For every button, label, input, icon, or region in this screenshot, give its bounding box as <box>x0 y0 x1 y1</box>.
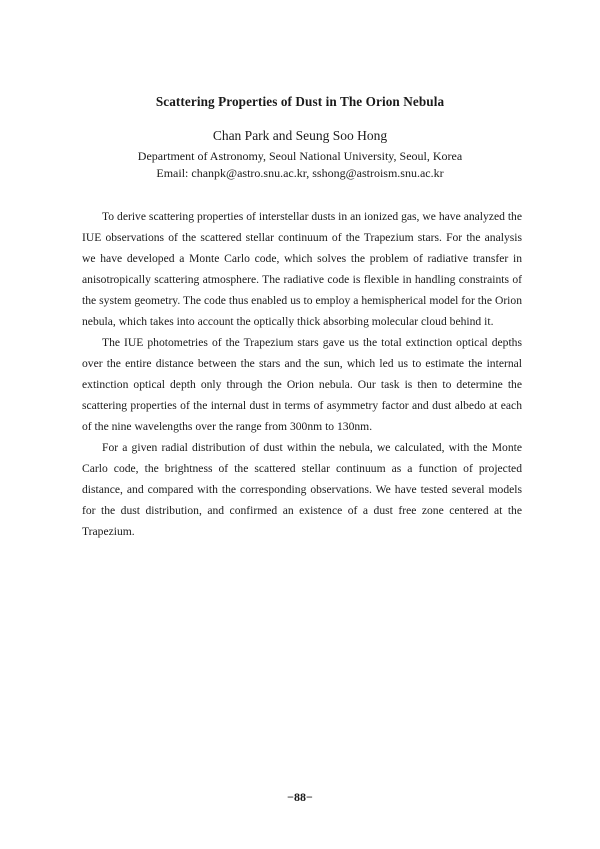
affiliation: Department of Astronomy, Seoul National University, Seoul, Korea <box>137 149 463 163</box>
paragraph-3: For a given radial distribution of dust within the nebula, we calculated, with the Monte Carlo code, the brightness of the scattered stellar continuum as a function of projected distance, and compared with the corresponding observations. We have tested several models for the dust distribution, and confirmed an existence of a dust free zone centered at the Trapezium. <box>82 441 522 538</box>
email-line: Email: chanpk@astro.snu.ac.kr, sshong@astroism.snu.ac.kr <box>156 166 444 180</box>
paper-title: Scattering Properties of Dust in The Orion Nebula <box>155 94 445 109</box>
paragraph-2: The IUE photometries of the Trapezium stars gave us the total extinction optical depths over the entire distance between the stars and the sun, which led us to estimate the internal extinction optical depth only through the Orion nebula. Our task is then to determine the scattering properties of the internal dust in terms of asymmetry factor and dust albedo at each of the nine wavelengths over the range from 300nm to 130nm. <box>82 336 522 433</box>
abstract-body <box>82 206 522 542</box>
paragraph-1: To derive scattering properties of interstellar dusts in an ionized gas, we have analyzed the IUE observations of the scattered stellar continuum of the Trapezium stars. For the analysis we have developed a Monte Carlo code, which solves the problem of radiative transfer in anisotropically scattering atmosphere. The radiative code is flexible in handling constraints of the system geometry. The code thus enabled us to employ a hemispherical model for the Orion nebula, which takes into account the optically thick absorbing molecular cloud behind it. <box>82 210 522 328</box>
author-list: Chan Park and Seung Soo Hong <box>212 128 388 143</box>
page-number: −88− <box>287 790 313 804</box>
